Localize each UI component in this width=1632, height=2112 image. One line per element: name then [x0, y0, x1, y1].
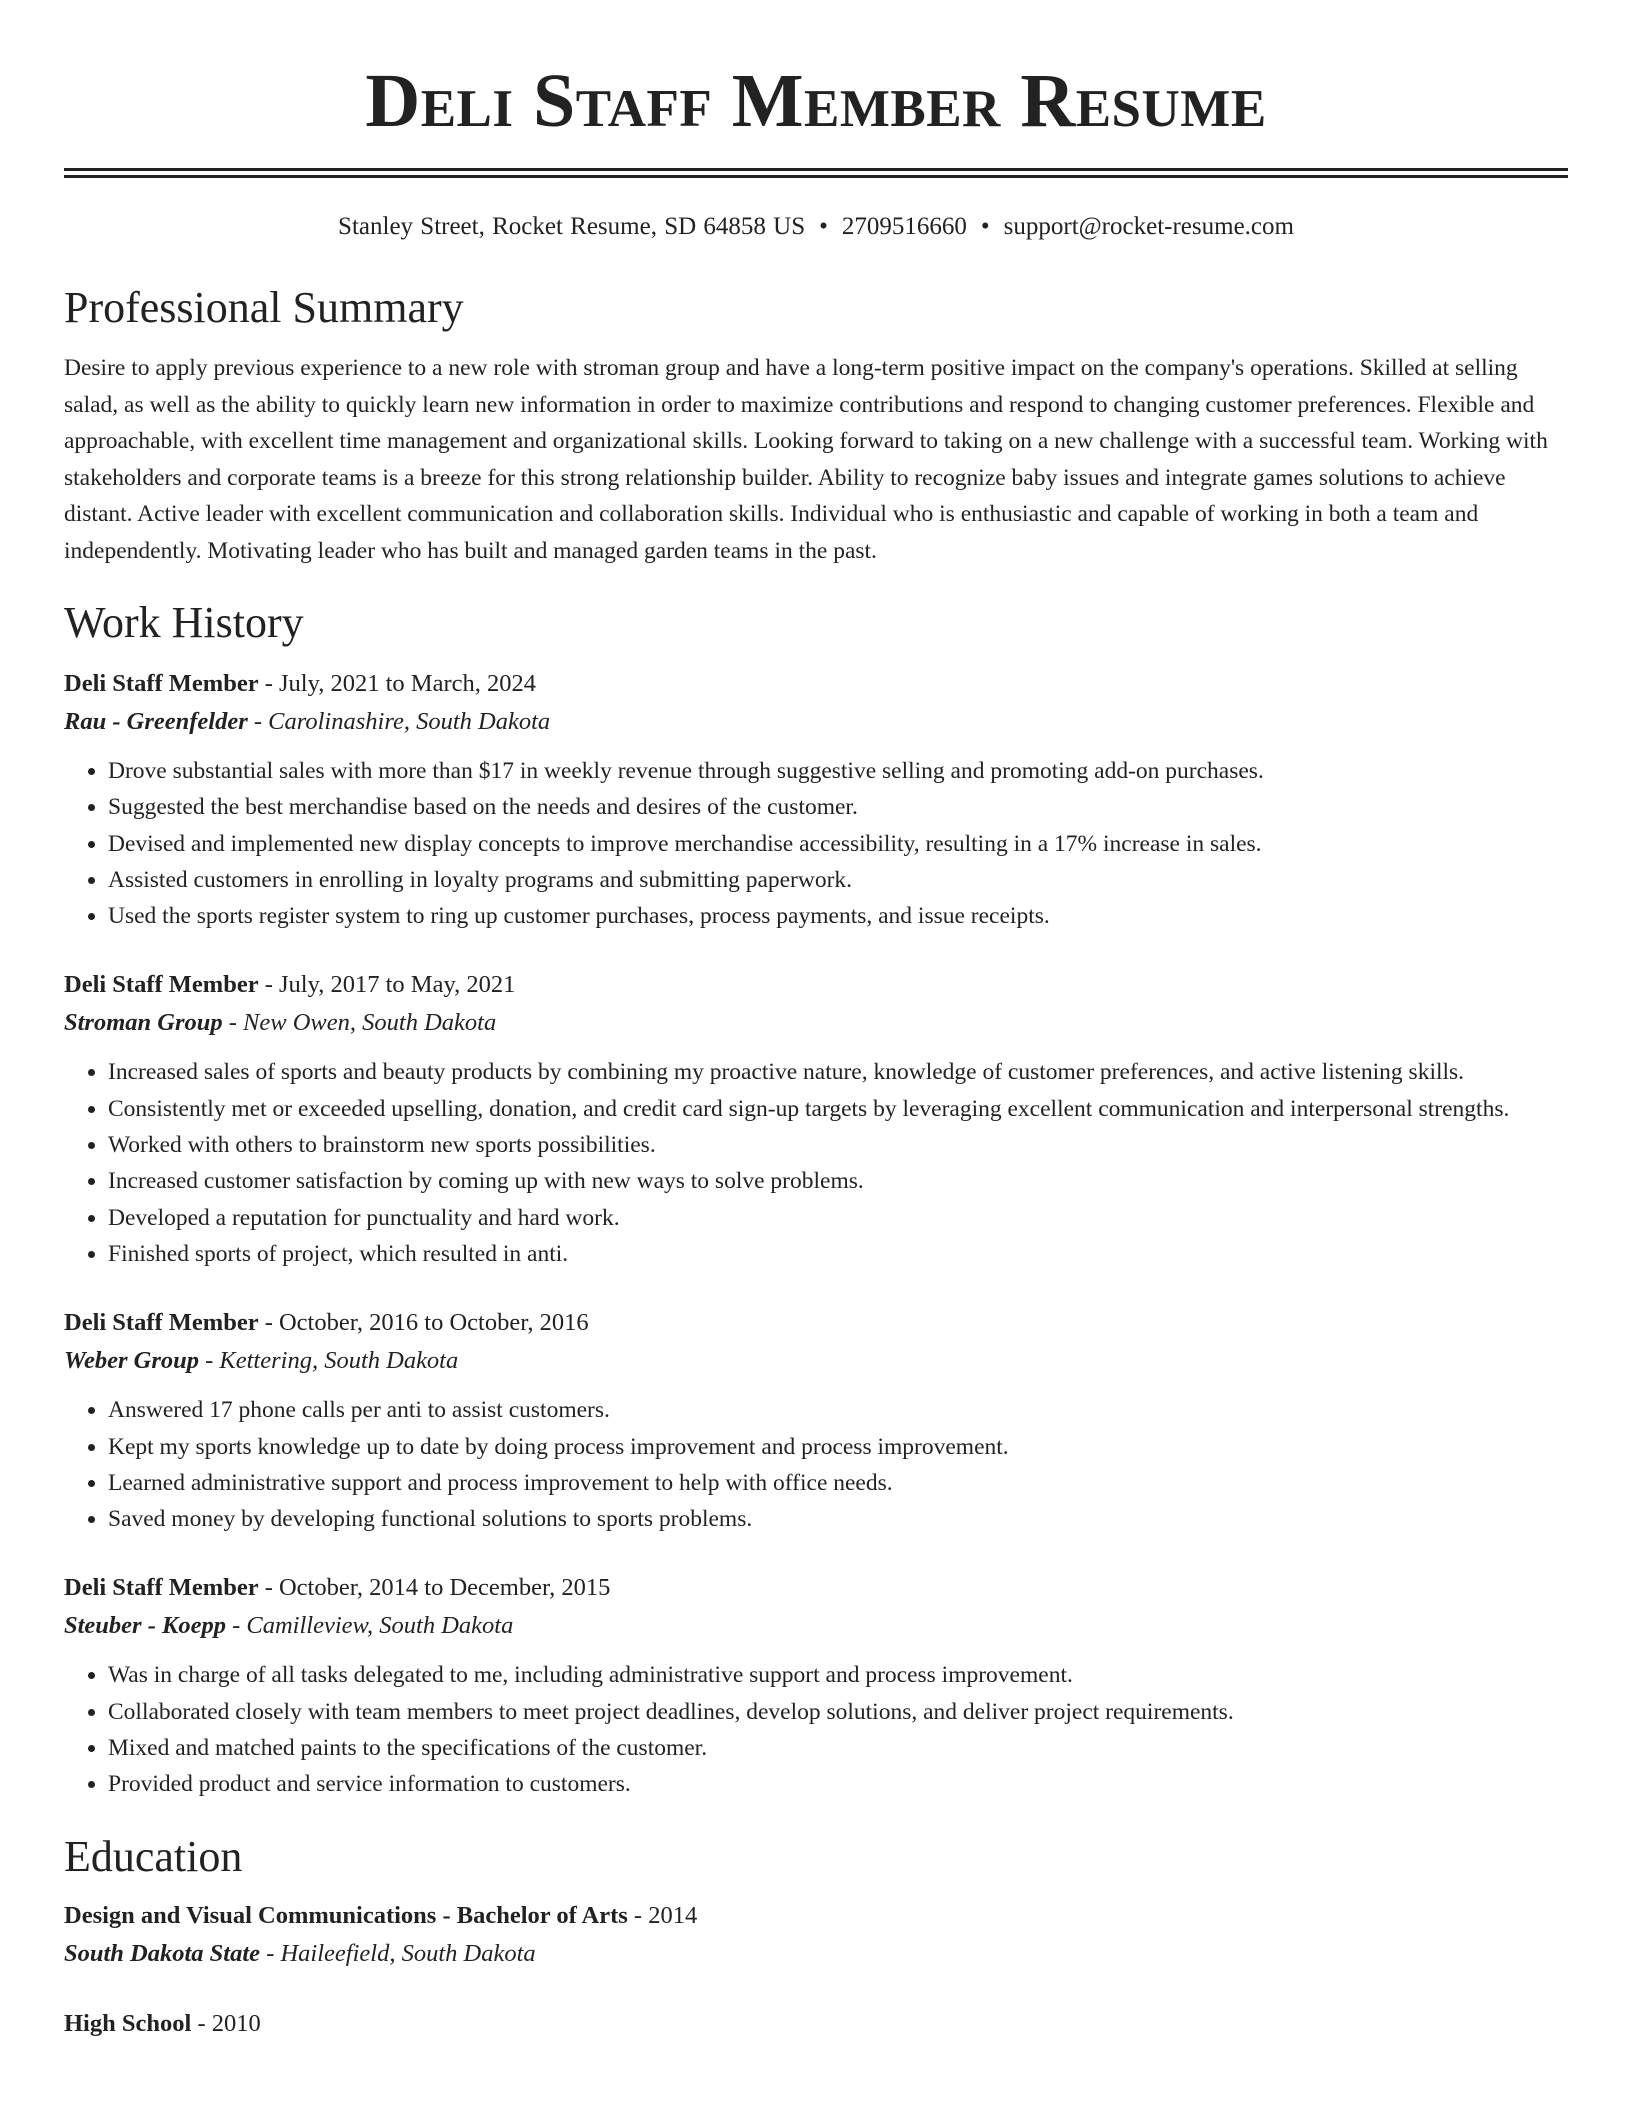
education-degree-line	[64, 2005, 1568, 2043]
job-bullet: • Was in charge of all tasks delegated to me, including administrative support and process improvement.	[108, 1657, 1568, 1693]
job-company-line	[64, 703, 1568, 741]
title-divider	[64, 168, 1568, 178]
job-bullets	[64, 1657, 1568, 1802]
education-school-line	[64, 1935, 1568, 1973]
summary-text: Desire to apply previous experience to a new role with stroman group and have a long-term positive impact on the company's operations. Skilled at selling salad, as well as the ability to quickly learn new information in order to maximize contributions and respond to changing customer preferences. Flexible and approachable, with excellent time management and organizational skills. Looking forward to taking on a new challenge with a successful team. Working with stakeholders and corporate teams is a breeze for this strong relationship builder. Ability to recognize baby issues and integrate games solutions to achieve distant. Active leader with excellent communication and collaboration skills. Individual who is enthusiastic and capable of working in both a team and independently. Motivating leader who has built and managed garden teams in the past.	[64, 355, 1548, 564]
contact-separator: •	[980, 213, 990, 240]
contact-address: Stanley Street, Rocket Resume, SD 64858 US	[338, 213, 806, 240]
job-bullet: • Devised and implemented new display concepts to improve merchandise accessibility, resulting in a 17% increase in sales.	[108, 826, 1568, 862]
job-bullet: • Learned administrative support and process improvement to help with office needs.	[108, 1465, 1568, 1501]
education-heading: Education	[64, 1831, 243, 1881]
job-bullet: • Answered 17 phone calls per anti to assist customers.	[108, 1392, 1568, 1428]
job-title-line	[64, 665, 1568, 703]
job-bullets	[64, 753, 1568, 934]
summary-heading: Professional Summary	[64, 283, 464, 332]
job-dates: - October, 2016 to October, 2016	[258, 1309, 589, 1337]
job-entry	[64, 665, 1568, 934]
job-bullet: • Assisted customers in enrolling in loyalty programs and submitting paperwork.	[108, 862, 1568, 898]
job-title-line	[64, 1304, 1568, 1342]
job-company: Weber Group	[64, 1347, 199, 1375]
job-bullet: • Worked with others to brainstorm new sports possibilities.	[108, 1127, 1568, 1163]
education-degree-line	[64, 1897, 1568, 1935]
job-dates: - July, 2017 to May, 2021	[258, 971, 516, 999]
job-bullets	[64, 1392, 1568, 1537]
job-location: - Camilleview, South Dakota	[225, 1612, 514, 1640]
job-company-line	[64, 1004, 1568, 1042]
job-entry	[64, 1304, 1568, 1537]
education-degree: High School	[64, 2009, 192, 2037]
work-history-heading: Work History	[64, 598, 304, 647]
job-title-line	[64, 966, 1568, 1004]
job-company: Rau - Greenfelder	[64, 708, 248, 735]
job-company-line	[64, 1342, 1568, 1380]
job-bullet: • Finished sports of project, which resulted in anti.	[108, 1236, 1568, 1272]
education-school: South Dakota State	[64, 1939, 261, 1967]
job-location: - Kettering, South Dakota	[198, 1347, 459, 1375]
job-title-line	[64, 1569, 1568, 1607]
job-bullet: • Increased sales of sports and beauty products by combining my proactive nature, knowledge of customer preferences, and active listening skills.	[108, 1054, 1568, 1090]
job-company: Stroman Group	[64, 1009, 223, 1037]
job-bullet: • Saved money by developing functional solutions to sports problems.	[108, 1501, 1568, 1537]
job-bullet: • Consistently met or exceeded upselling, donation, and credit card sign-up targets by leveraging excellent communication and interpersonal strengths.	[108, 1091, 1568, 1127]
contact-email[interactable]: support@rocket-resume.com	[1003, 213, 1294, 240]
job-bullets	[64, 1054, 1568, 1272]
job-title: Deli Staff Member	[64, 1309, 259, 1337]
contact-separator: •	[819, 213, 828, 240]
job-entry	[64, 966, 1568, 1272]
education-entry	[64, 1897, 1568, 1973]
job-bullet: • Developed a reputation for punctuality and hard work.	[108, 1200, 1568, 1236]
resume-title: Deli Staff Member Resume	[365, 59, 1267, 143]
job-location: - Carolinashire, South Dakota	[247, 708, 551, 735]
job-bullet: • Used the sports register system to ring up customer purchases, process payments, and issue receipts.	[108, 898, 1568, 934]
contact-line	[64, 212, 1568, 242]
contact-phone[interactable]: 2709516660	[841, 213, 967, 240]
job-title: Deli Staff Member	[64, 1574, 259, 1602]
job-company: Steuber - Koepp	[64, 1612, 226, 1640]
education-entry	[64, 2005, 1568, 2043]
job-location: - New Owen, South Dakota	[222, 1009, 497, 1037]
job-company-line	[64, 1607, 1568, 1645]
job-bullet: • Mixed and matched paints to the specifications of the customer.	[108, 1730, 1568, 1766]
job-bullet: • Increased customer satisfaction by coming up with new ways to solve problems.	[108, 1163, 1568, 1199]
job-bullet: • Collaborated closely with team members to meet project deadlines, develop solutions, and deliver project requirements.	[108, 1694, 1568, 1730]
job-entry	[64, 1569, 1568, 1802]
education-degree: Design and Visual Communications - Bachelor of Arts	[64, 1901, 628, 1929]
education-year: - 2014	[627, 1901, 698, 1929]
job-title: Deli Staff Member	[64, 971, 259, 999]
job-title: Deli Staff Member	[64, 670, 259, 697]
job-bullet: • Suggested the best merchandise based on the needs and desires of the customer.	[108, 789, 1568, 825]
education-location: - Haileefield, South Dakota	[260, 1939, 536, 1967]
job-bullet: • Kept my sports knowledge up to date by doing process improvement and process improvement.	[108, 1429, 1568, 1465]
job-bullet: • Provided product and service information to customers.	[108, 1766, 1568, 1802]
education-year: - 2010	[191, 2009, 261, 2037]
job-dates: - July, 2021 to March, 2024	[258, 670, 536, 697]
job-dates: - October, 2014 to December, 2015	[258, 1574, 611, 1602]
job-bullet: • Drove substantial sales with more than $17 in weekly revenue through suggestive selling and promoting add-on purchases.	[108, 753, 1568, 789]
